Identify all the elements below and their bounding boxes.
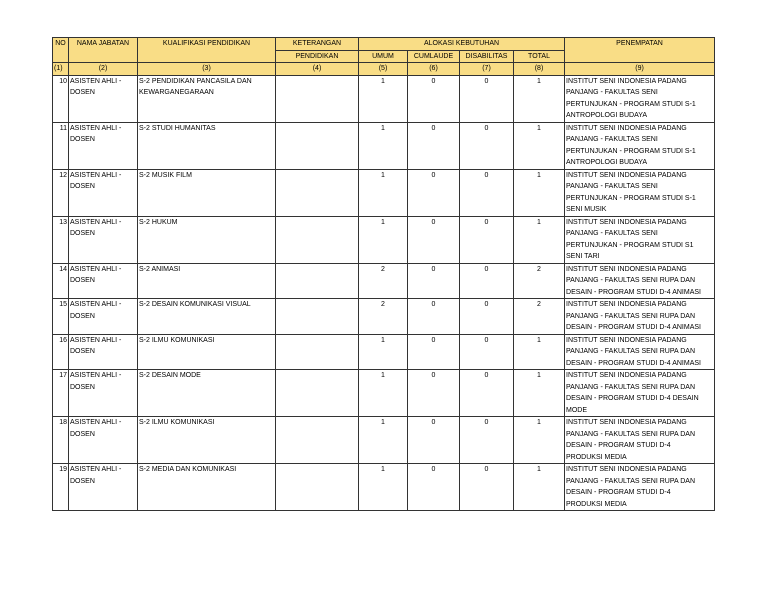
row-number: 16 [59, 336, 67, 344]
total-value: 1 [537, 171, 541, 179]
col-number-7: (7) [460, 63, 514, 76]
cell-keterangan [276, 263, 359, 299]
jabatan-line: DOSEN [70, 277, 95, 284]
cell-penempatan [565, 263, 715, 299]
cumlaude-value: 0 [431, 372, 436, 379]
header-pendidikan: PENDIDIKAN [276, 50, 359, 63]
cell-kualifikasi [138, 216, 276, 263]
cell-cumlaude [408, 216, 460, 263]
umum-value: 1 [381, 77, 385, 85]
cumlaude-value: 0 [431, 124, 436, 132]
jabatan-line: DOSEN [70, 383, 95, 391]
cell-total [514, 75, 565, 122]
cell-cumlaude [408, 464, 460, 511]
jabatan-line: DOSEN [70, 348, 95, 355]
cell-total [514, 299, 565, 335]
cumlaude-value: 0 [431, 466, 436, 473]
table-row [53, 370, 715, 417]
jabatan-line: DOSEN [70, 136, 95, 143]
cell-keterangan [276, 464, 359, 511]
penempatan-line: DESAIN - PROGRAM STUDI D-4 ANIMASI [566, 359, 701, 367]
cell-no [53, 370, 69, 417]
jabatan-line: DOSEN [70, 312, 95, 320]
cumlaude-value: 0 [431, 218, 436, 226]
cell-keterangan [276, 216, 359, 263]
penempatan-line: ANTROPOLOGI BUDAYA [566, 112, 648, 119]
jabatan-line: ASISTEN AHLI - [70, 124, 122, 132]
row-number: 11 [59, 124, 67, 132]
header-total: TOTAL [514, 50, 565, 63]
cell-nama-jabatan [69, 370, 138, 417]
kualifikasi-line: S-2 HUKUM [139, 218, 178, 226]
header-nama-jabatan: NAMA JABATAN [69, 38, 138, 63]
disabilitas-value: 0 [484, 265, 489, 273]
penempatan-line: DESAIN - PROGRAM STUDI D-4 [566, 489, 671, 496]
header-alokasi: ALOKASI KEBUTUHAN [359, 38, 565, 51]
cell-nama-jabatan [69, 122, 138, 169]
cell-umum [359, 122, 408, 169]
jabatan-line: ASISTEN AHLI - [70, 265, 122, 273]
col-number-3: (3) [138, 63, 276, 76]
umum-value: 1 [381, 171, 385, 179]
cumlaude-value: 0 [431, 301, 436, 308]
header-cumlaude: CUMLAUDE [408, 50, 460, 63]
cell-cumlaude [408, 334, 460, 370]
penempatan-line: INSTITUT SENI INDONESIA PADANG [566, 77, 687, 85]
row-number: 14 [59, 265, 67, 273]
col-number-4: (4) [276, 63, 359, 76]
header-no: NO [53, 38, 69, 63]
cell-cumlaude [408, 299, 460, 335]
cell-no [53, 417, 69, 464]
cell-disabilitas [460, 75, 514, 122]
header-kualifikasi: KUALIFIKASI PENDIDIKAN [138, 38, 276, 63]
penempatan-line: INSTITUT SENI INDONESIA PADANG [566, 466, 687, 473]
penempatan-line: PANJANG - FAKULTAS SENI RUPA DAN [566, 430, 696, 438]
col-number-6: (6) [408, 63, 460, 76]
cell-total [514, 370, 565, 417]
table-row [53, 334, 715, 370]
cell-total [514, 263, 565, 299]
penempatan-line: INSTITUT SENI INDONESIA PADANG [566, 336, 687, 344]
cell-disabilitas [460, 464, 514, 511]
col-number-9: (9) [565, 63, 715, 76]
kualifikasi-line: S-2 PENDIDIKAN PANCASILA DAN [139, 77, 252, 85]
total-value: 1 [537, 124, 541, 132]
cell-penempatan [565, 334, 715, 370]
cell-disabilitas [460, 334, 514, 370]
cell-cumlaude [408, 122, 460, 169]
row-number: 17 [59, 372, 67, 379]
cumlaude-value: 0 [431, 171, 436, 179]
penempatan-line: MODE [566, 406, 588, 414]
penempatan-line: PANJANG - FAKULTAS SENI RUPA DAN [566, 312, 696, 320]
umum-value: 1 [381, 419, 385, 426]
penempatan-line: PERTUNJUKAN - PROGRAM STUDI S-1 [566, 100, 696, 108]
cell-total [514, 216, 565, 263]
penempatan-line: PANJANG - FAKULTAS SENI RUPA DAN [566, 277, 696, 284]
kualifikasi-line: KEWARGANEGARAAN [139, 89, 214, 96]
cumlaude-value: 0 [431, 336, 436, 344]
jabatan-line: DOSEN [70, 183, 95, 190]
col-number-2: (2) [69, 63, 138, 76]
cell-keterangan [276, 417, 359, 464]
cell-keterangan [276, 370, 359, 417]
total-value: 2 [537, 265, 541, 273]
row-number: 13 [59, 218, 67, 226]
cell-disabilitas [460, 370, 514, 417]
kualifikasi-line: S-2 DESAIN KOMUNIKASI VISUAL [139, 301, 251, 308]
jabatan-line: ASISTEN AHLI - [70, 218, 122, 226]
disabilitas-value: 0 [484, 77, 489, 85]
total-value: 1 [537, 419, 541, 426]
penempatan-line: PERTUNJUKAN - PROGRAM STUDI S-1 [566, 194, 696, 202]
header-disabilitas: DISABILITAS [460, 50, 514, 63]
jabatan-line: ASISTEN AHLI - [70, 372, 122, 379]
cell-umum [359, 169, 408, 216]
cell-nama-jabatan [69, 464, 138, 511]
formation-table [52, 37, 715, 511]
disabilitas-value: 0 [484, 372, 489, 379]
cell-no [53, 216, 69, 263]
penempatan-line: ANTROPOLOGI BUDAYA [566, 159, 648, 166]
cell-disabilitas [460, 299, 514, 335]
cell-umum [359, 263, 408, 299]
cell-total [514, 464, 565, 511]
row-number: 19 [59, 466, 67, 473]
cell-penempatan [565, 299, 715, 335]
cell-total [514, 122, 565, 169]
kualifikasi-line: S-2 ILMU KOMUNIKASI [139, 419, 215, 426]
cell-kualifikasi [138, 169, 276, 216]
cell-disabilitas [460, 417, 514, 464]
cell-umum [359, 417, 408, 464]
cell-kualifikasi [138, 263, 276, 299]
penempatan-line: PANJANG - FAKULTAS SENI [566, 183, 658, 190]
cell-umum [359, 299, 408, 335]
penempatan-line: INSTITUT SENI INDONESIA PADANG [566, 419, 687, 426]
umum-value: 2 [381, 265, 385, 273]
cell-cumlaude [408, 75, 460, 122]
disabilitas-value: 0 [484, 466, 489, 473]
table-body [53, 75, 715, 511]
cell-no [53, 122, 69, 169]
col-number-8: (8) [514, 63, 565, 76]
jabatan-line: DOSEN [70, 430, 95, 438]
row-number: 18 [59, 419, 67, 426]
penempatan-line: PRODUKSI MEDIA [566, 453, 627, 461]
cumlaude-value: 0 [431, 77, 436, 85]
penempatan-line: DESAIN - PROGRAM STUDI D-4 [566, 442, 671, 449]
penempatan-line: PERTUNJUKAN - PROGRAM STUDI S1 [566, 241, 694, 249]
cell-umum [359, 370, 408, 417]
table-header [53, 38, 715, 76]
umum-value: 1 [381, 124, 385, 132]
table-row [53, 122, 715, 169]
cell-penempatan [565, 464, 715, 511]
umum-value: 1 [381, 336, 385, 344]
row-number: 12 [59, 171, 67, 179]
cell-no [53, 334, 69, 370]
penempatan-line: PANJANG - FAKULTAS SENI RUPA DAN [566, 383, 696, 391]
jabatan-line: ASISTEN AHLI - [70, 466, 122, 473]
cell-umum [359, 464, 408, 511]
umum-value: 1 [381, 218, 385, 226]
header-penempatan: PENEMPATAN [565, 38, 715, 63]
cell-penempatan [565, 169, 715, 216]
cell-penempatan [565, 417, 715, 464]
disabilitas-value: 0 [484, 171, 489, 179]
cell-no [53, 464, 69, 511]
jabatan-line: ASISTEN AHLI - [70, 77, 122, 85]
jabatan-line: DOSEN [70, 230, 95, 237]
cell-disabilitas [460, 169, 514, 216]
cell-cumlaude [408, 370, 460, 417]
penempatan-line: PRODUKSI MEDIA [566, 500, 627, 508]
umum-value: 2 [381, 301, 385, 308]
cell-cumlaude [408, 263, 460, 299]
cell-disabilitas [460, 216, 514, 263]
jabatan-line: ASISTEN AHLI - [70, 419, 122, 426]
cumlaude-value: 0 [431, 419, 436, 426]
table-row [53, 75, 715, 122]
col-number-1: (1) [53, 63, 69, 76]
cell-kualifikasi [138, 75, 276, 122]
cell-nama-jabatan [69, 216, 138, 263]
cell-kualifikasi [138, 334, 276, 370]
cell-nama-jabatan [69, 75, 138, 122]
cell-kualifikasi [138, 122, 276, 169]
penempatan-line: SENI TARI [566, 253, 600, 260]
disabilitas-value: 0 [484, 336, 489, 344]
disabilitas-value: 0 [484, 218, 489, 226]
penempatan-line: SENI MUSIK [566, 206, 607, 213]
umum-value: 1 [381, 372, 385, 379]
penempatan-line: DESAIN - PROGRAM STUDI D-4 ANIMASI [566, 324, 701, 331]
cell-penempatan [565, 370, 715, 417]
table-row [53, 263, 715, 299]
cell-disabilitas [460, 263, 514, 299]
jabatan-line: ASISTEN AHLI - [70, 336, 122, 344]
cell-kualifikasi [138, 464, 276, 511]
jabatan-line: ASISTEN AHLI - [70, 171, 122, 179]
kualifikasi-line: S-2 MUSIK FILM [139, 171, 192, 179]
penempatan-line: DESAIN - PROGRAM STUDI D-4 DESAIN [566, 395, 699, 402]
cell-cumlaude [408, 417, 460, 464]
row-number: 15 [59, 301, 67, 308]
cell-nama-jabatan [69, 169, 138, 216]
cell-nama-jabatan [69, 263, 138, 299]
cell-total [514, 169, 565, 216]
cell-penempatan [565, 216, 715, 263]
col-number-5: (5) [359, 63, 408, 76]
header-keterangan: KETERANGAN [276, 38, 359, 51]
cell-kualifikasi [138, 299, 276, 335]
penempatan-line: INSTITUT SENI INDONESIA PADANG [566, 265, 687, 273]
jabatan-line: DOSEN [70, 477, 95, 485]
cell-keterangan [276, 75, 359, 122]
penempatan-line: PANJANG - FAKULTAS SENI [566, 89, 658, 96]
table-row [53, 299, 715, 335]
cell-nama-jabatan [69, 334, 138, 370]
cell-nama-jabatan [69, 417, 138, 464]
penempatan-line: DESAIN - PROGRAM STUDI D-4 ANIMASI [566, 288, 701, 296]
kualifikasi-line: S-2 STUDI HUMANITAS [139, 124, 216, 132]
penempatan-line: PERTUNJUKAN - PROGRAM STUDI S-1 [566, 147, 696, 155]
total-value: 2 [537, 301, 541, 308]
kualifikasi-line: S-2 ILMU KOMUNIKASI [139, 336, 215, 344]
cell-keterangan [276, 122, 359, 169]
cell-kualifikasi [138, 417, 276, 464]
table-row [53, 464, 715, 511]
table-row [53, 417, 715, 464]
cell-no [53, 169, 69, 216]
cell-no [53, 263, 69, 299]
row-number: 10 [59, 77, 67, 85]
cell-umum [359, 75, 408, 122]
disabilitas-value: 0 [484, 124, 489, 132]
header-umum: UMUM [359, 50, 408, 63]
table-row [53, 216, 715, 263]
penempatan-line: PANJANG - FAKULTAS SENI RUPA DAN [566, 477, 696, 485]
cell-keterangan [276, 169, 359, 216]
total-value: 1 [537, 77, 541, 85]
penempatan-line: PANJANG - FAKULTAS SENI [566, 230, 658, 237]
cell-kualifikasi [138, 370, 276, 417]
table-row [53, 169, 715, 216]
penempatan-line: INSTITUT SENI INDONESIA PADANG [566, 372, 687, 379]
cell-cumlaude [408, 169, 460, 216]
cell-total [514, 417, 565, 464]
total-value: 1 [537, 466, 541, 473]
cell-no [53, 75, 69, 122]
total-value: 1 [537, 336, 541, 344]
cell-umum [359, 334, 408, 370]
umum-value: 1 [381, 466, 385, 473]
penempatan-line: INSTITUT SENI INDONESIA PADANG [566, 218, 687, 226]
cell-nama-jabatan [69, 299, 138, 335]
cell-no [53, 299, 69, 335]
penempatan-line: INSTITUT SENI INDONESIA PADANG [566, 124, 687, 132]
cell-keterangan [276, 299, 359, 335]
penempatan-line: INSTITUT SENI INDONESIA PADANG [566, 171, 687, 179]
penempatan-line: INSTITUT SENI INDONESIA PADANG [566, 301, 687, 308]
disabilitas-value: 0 [484, 301, 489, 308]
jabatan-line: ASISTEN AHLI - [70, 301, 122, 308]
cell-penempatan [565, 75, 715, 122]
cell-penempatan [565, 122, 715, 169]
penempatan-line: PANJANG - FAKULTAS SENI [566, 136, 658, 143]
cell-umum [359, 216, 408, 263]
cell-total [514, 334, 565, 370]
kualifikasi-line: S-2 DESAIN MODE [139, 372, 201, 379]
disabilitas-value: 0 [484, 419, 489, 426]
jabatan-line: DOSEN [70, 89, 95, 96]
penempatan-line: PANJANG - FAKULTAS SENI RUPA DAN [566, 348, 696, 355]
cell-disabilitas [460, 122, 514, 169]
total-value: 1 [537, 372, 541, 379]
total-value: 1 [537, 218, 541, 226]
kualifikasi-line: S-2 ANIMASI [139, 265, 181, 273]
kualifikasi-line: S-2 MEDIA DAN KOMUNIKASI [139, 466, 237, 473]
cumlaude-value: 0 [431, 265, 436, 273]
cell-keterangan [276, 334, 359, 370]
